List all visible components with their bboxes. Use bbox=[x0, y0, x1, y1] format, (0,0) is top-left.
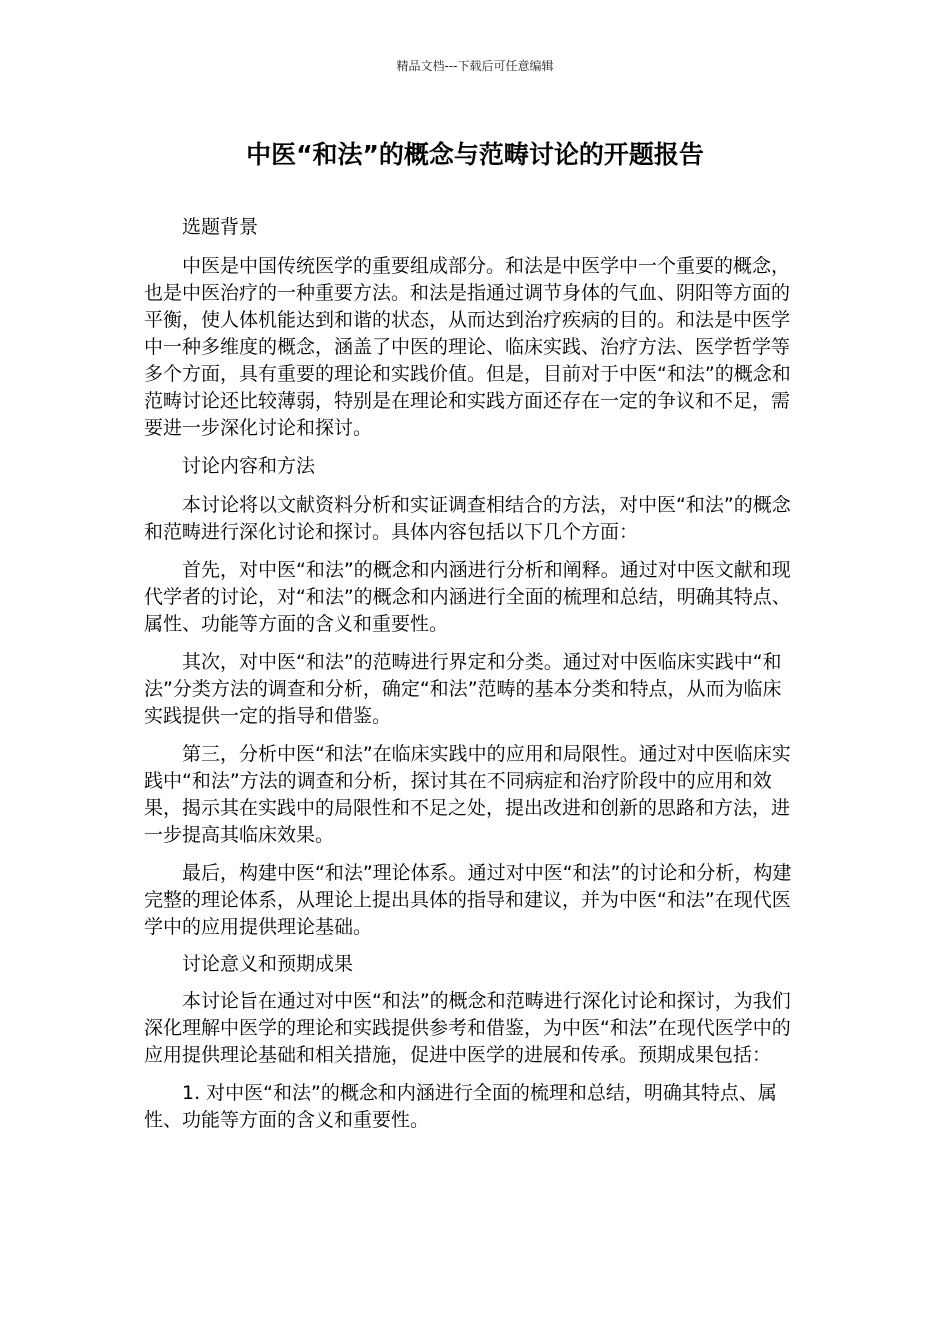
section-heading-significance: 讨论意义和预期成果 bbox=[182, 953, 354, 975]
document-body bbox=[144, 214, 796, 1145]
section-heading-background: 选题背景 bbox=[182, 216, 259, 238]
list-item-outcome-1: 1. 对中医“和法”的概念和内涵进行全面的梳理和总结，明确其特点、属性、功能等方面的含义和重要性。 bbox=[144, 1082, 777, 1131]
paragraph-background: 中医是中国传统医学的重要组成部分。和法是中医学中一个重要的概念，也是中医治疗的一种重要方法。和法是指通过调节身体的气血、阴阳等方面的平衡，使人体机能达到和谐的状态，从而达到治疗疾病的目的。和法是中医学中一种多维度的概念，涵盖了中医的理论、临床实践、治疗方法、医学哲学等多个方面，具有重要的理论和实践价值。但是，目前对于中医“和法”的概念和范畴讨论还比较薄弱，特别是在理论和实践方面还存在一定的争议和不足，需要进一步深化讨论和探讨。 bbox=[144, 255, 791, 439]
paragraph-methods-second: 其次，对中医“和法”的范畴进行界定和分类。通过对中医临床实践中“和法”分类方法的调查和分析，确定“和法”范畴的基本分类和特点，从而为临床实践提供一定的指导和借鉴。 bbox=[144, 651, 782, 727]
section-heading-methods: 讨论内容和方法 bbox=[182, 455, 316, 477]
paragraph-methods-third: 第三，分析中医“和法”在临床实践中的应用和局限性。通过对中医临床实践中“和法”方法的调查和分析，探讨其在不同病症和治疗阶段中的应用和效果，揭示其在实践中的局限性和不足之处，提出改进和创新的思路和方法，进一步提高其临床效果。 bbox=[144, 743, 791, 846]
page-header: 精品文档---下载后可任意编辑 bbox=[396, 59, 554, 73]
paragraph-significance: 本讨论旨在通过对中医“和法”的概念和范畴进行深化讨论和探讨，为我们深化理解中医学的理论和实践提供参考和借鉴，为中医“和法”在现代医学中的应用提供理论基础和相关措施，促进中医学的进展和传承。预期成果包括： bbox=[144, 990, 791, 1066]
paragraph-methods-last: 最后，构建中医“和法”理论体系。通过对中医“和法”的讨论和分析，构建完整的理论体系，从理论上提出具体的指导和建议，并为中医“和法”在现代医学中的应用提供理论基础。 bbox=[144, 862, 792, 938]
document-title: 中医“和法”的概念与范畴讨论的开题报告 bbox=[246, 140, 704, 169]
paragraph-methods-intro: 本讨论将以文献资料分析和实证调查相结合的方法，对中医“和法”的概念和范畴进行深化讨论和探讨。具体内容包括以下几个方面： bbox=[144, 494, 791, 543]
paragraph-methods-first: 首先，对中医“和法”的概念和内涵进行分析和阐释。通过对中医文献和现代学者的讨论，对“和法”的概念和内涵进行全面的梳理和总结，明确其特点、属性、功能等方面的含义和重要性。 bbox=[144, 559, 791, 635]
